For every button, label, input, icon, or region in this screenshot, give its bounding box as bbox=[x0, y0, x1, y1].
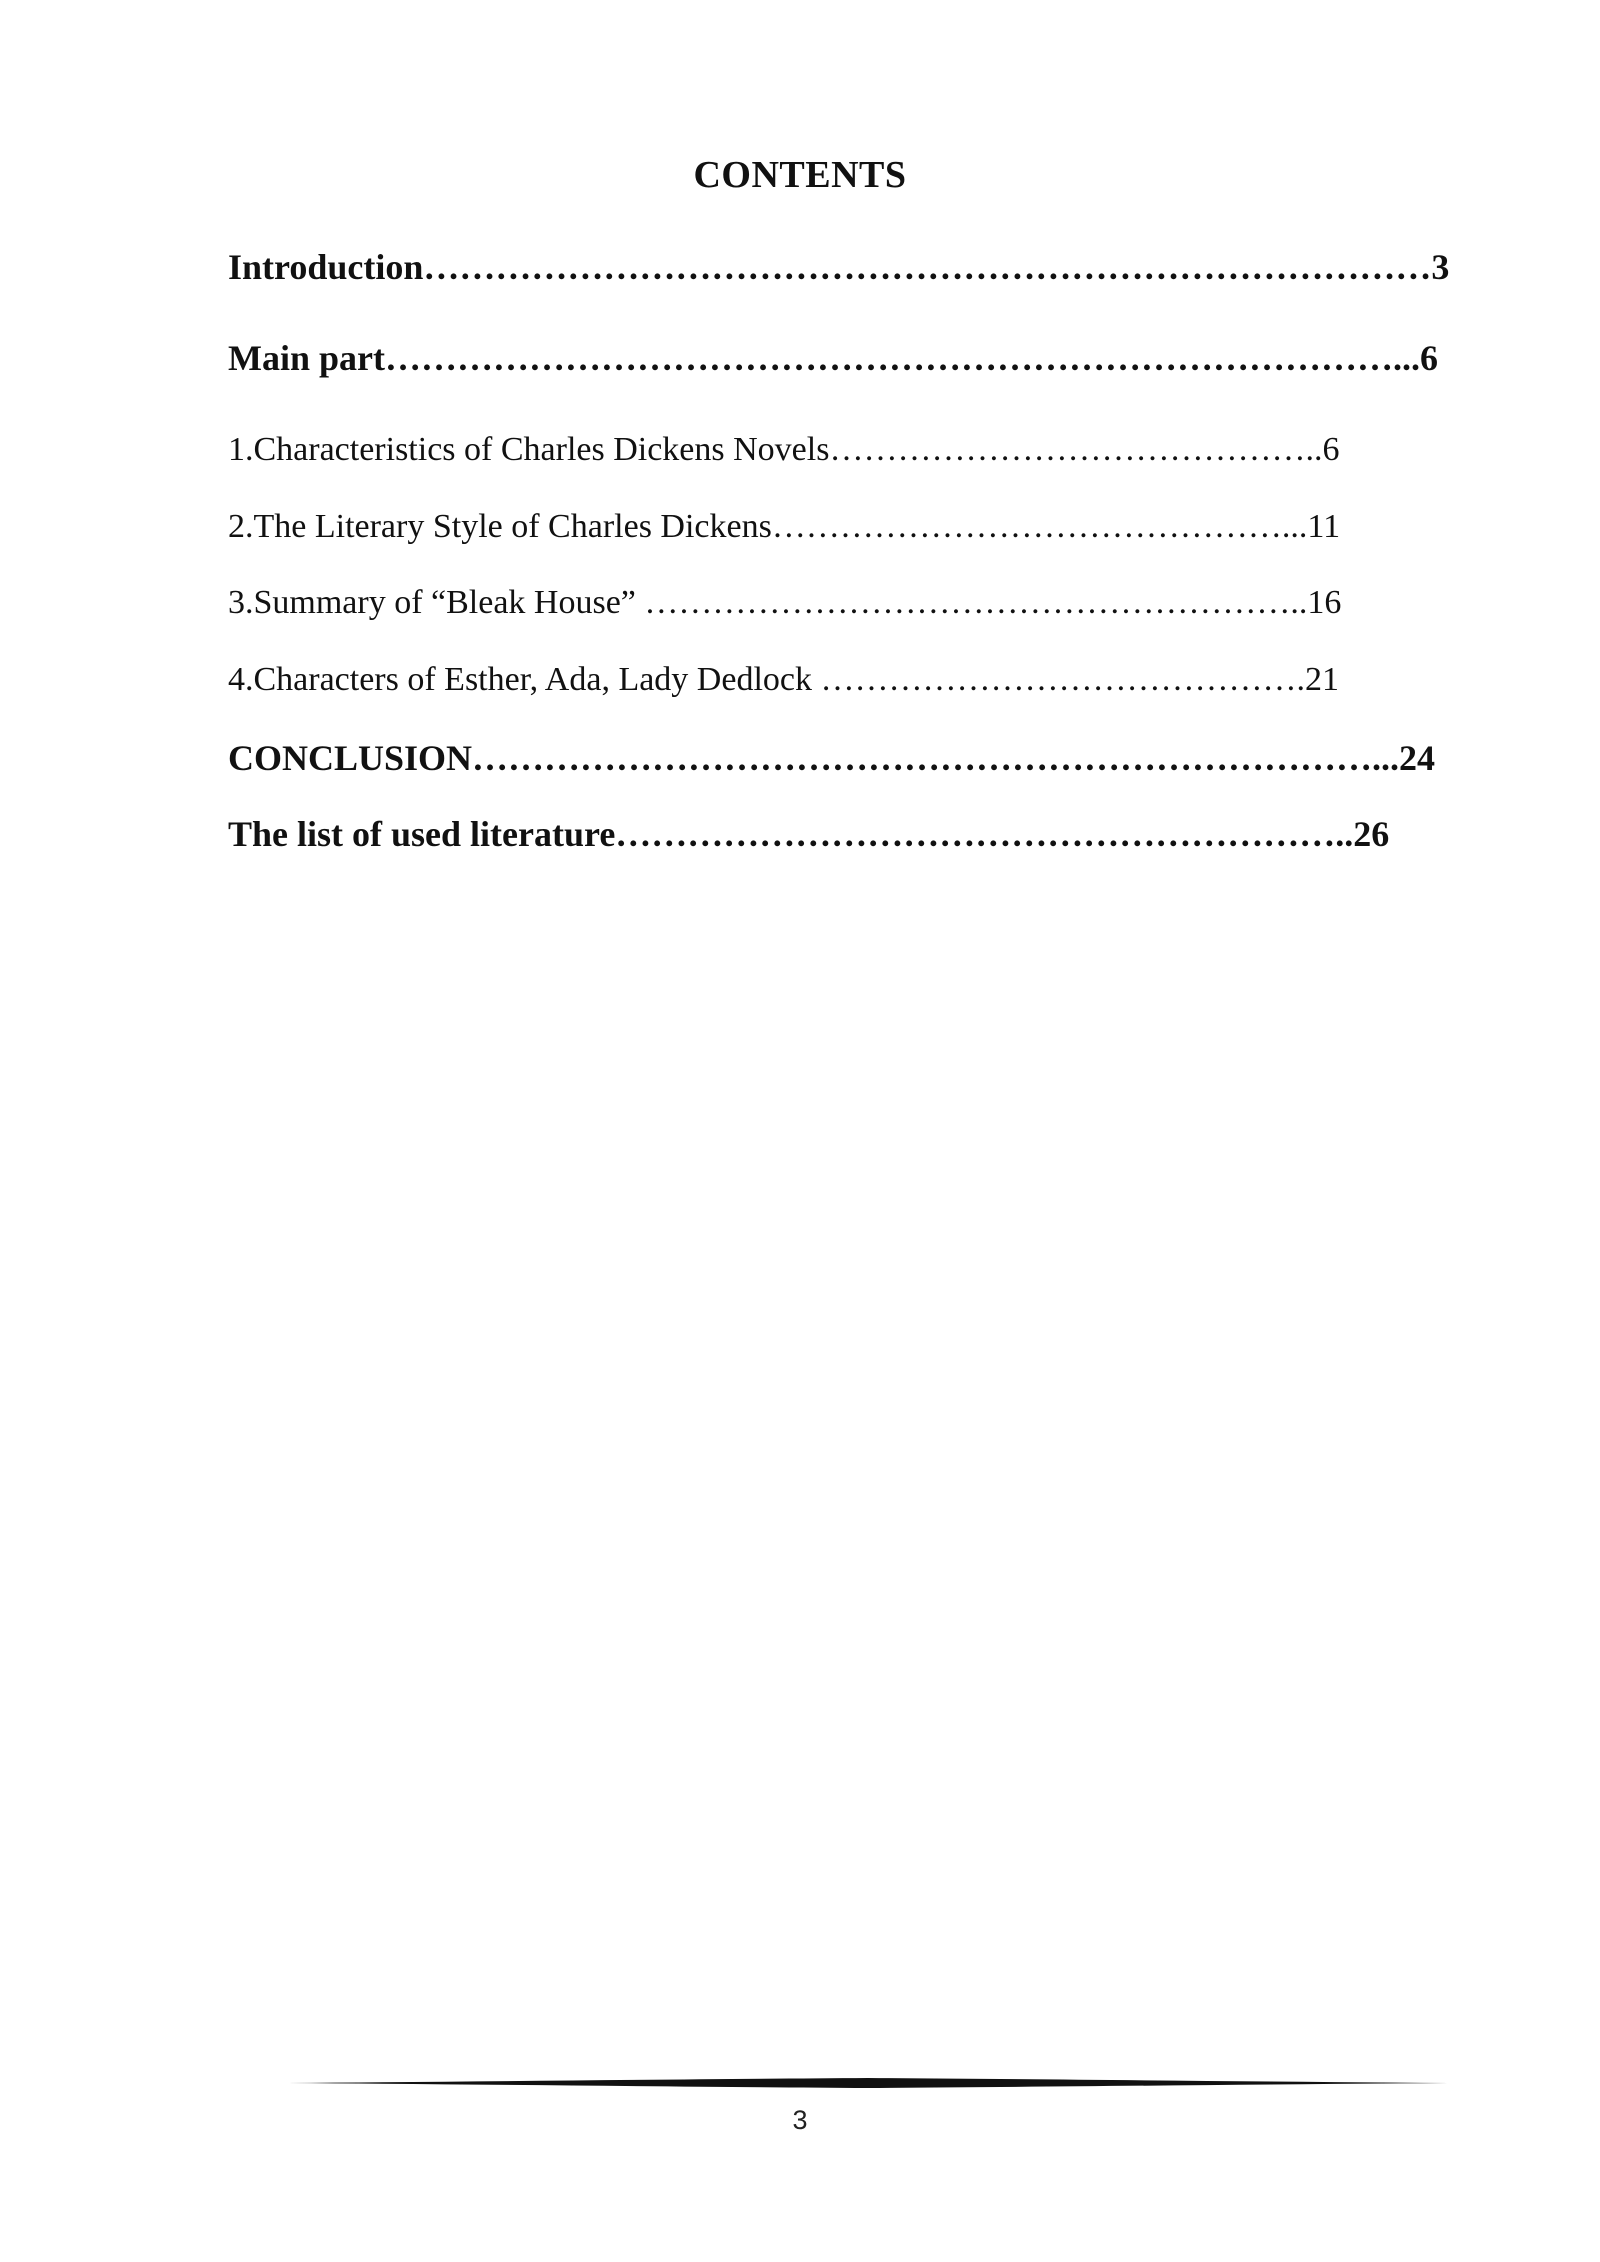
toc-entry-literary-style: 2.The Literary Style of Charles Dickens………………………………………...11 bbox=[228, 508, 1341, 545]
toc-entry-conclusion: CONCLUSION…………………………………………………………………...24 bbox=[228, 738, 1436, 778]
page-number: 3 bbox=[792, 2105, 808, 2135]
toc-entry-used-literature: The list of used literature……………………………………………………..26 bbox=[228, 814, 1390, 854]
toc-entry-summary: 3.Summary of “Bleak House” …………………………………………………..16 bbox=[228, 584, 1342, 621]
toc-entry-characters: 4.Characters of Esther, Ada, Lady Dedlock …………………………………….21 bbox=[228, 661, 1339, 698]
toc-entry-introduction: Introduction…………………………………………………………………………3 bbox=[228, 247, 1450, 287]
toc-entry-characteristics: 1.Characteristics of Charles Dickens Novels……………………………………..6 bbox=[228, 431, 1340, 468]
footer-divider bbox=[288, 2076, 1448, 2090]
page-title: CONTENTS bbox=[693, 154, 907, 196]
toc-entry-main-part: Main part…………………………………………………………………………...6 bbox=[228, 338, 1438, 378]
